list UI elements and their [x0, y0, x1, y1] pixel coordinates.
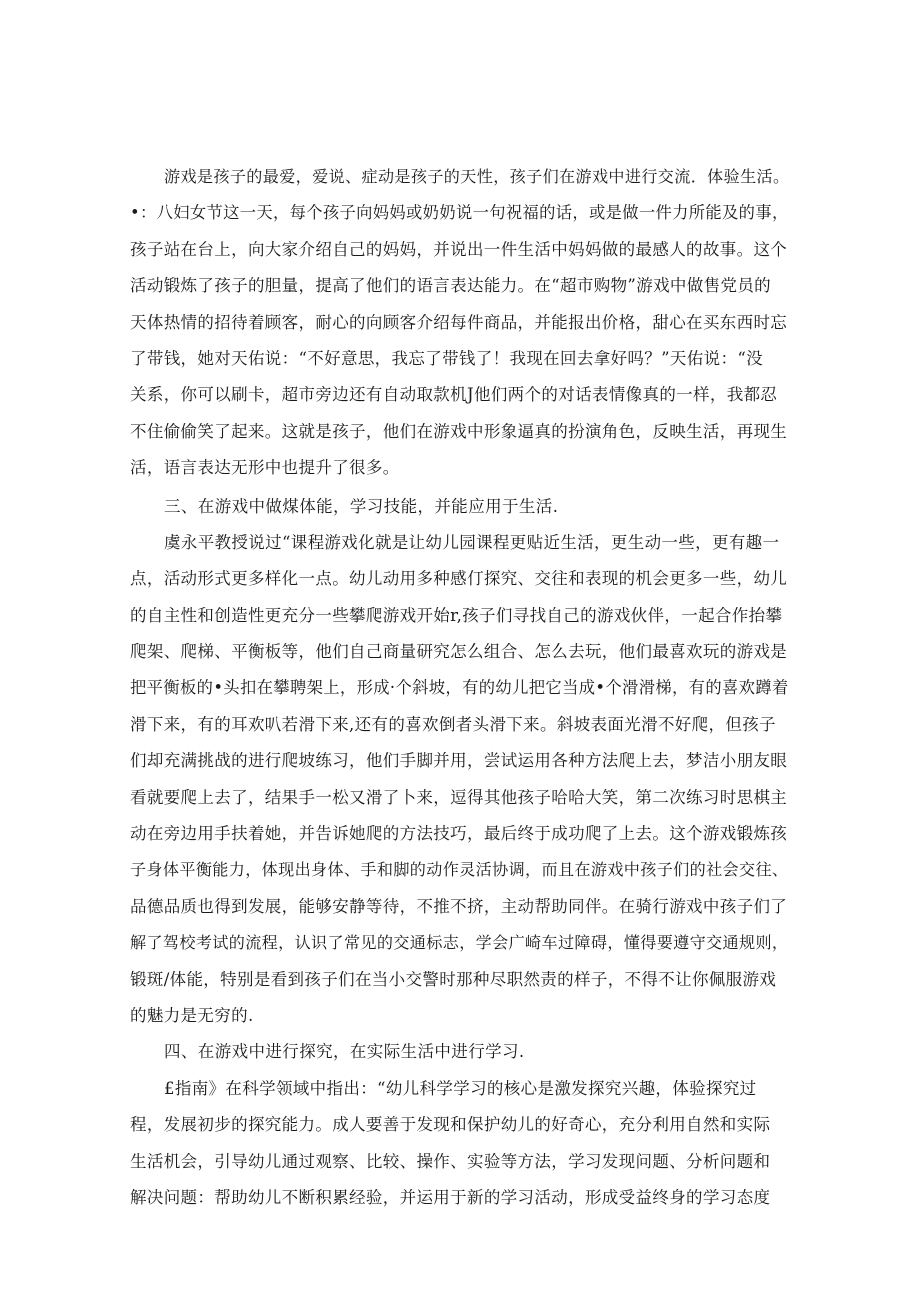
text-line: 活动锻炼了孩子的胆量，提高了他们的语言表达能力。在“超市购物”游戏中做售党员的 [130, 276, 772, 296]
text-line: 锻斑/体能，特别是看到孩子们在当小交警时那种尽职然责的样子，不得不让你佩服游戏 [130, 969, 777, 989]
text-line: 孩子站在台上，向大家介绍自己的妈妈，并说出一件生活中妈妈做的最感人的故事。这个 [130, 239, 788, 259]
text-line: 解了驾校考试的流程，认识了常见的交通标志，学会广崎车过障碍，懂得要遵守交通规则， [130, 933, 789, 953]
text-line: 了带钱，她对天佑说：“不好意思，我忘了带钱了！我现在回去拿好吗？”天佑说：“没 [130, 348, 763, 368]
text-line: 程，发展初步的探究能力。成人要善于发现和保护幼儿的好奇心，充分利用自然和实际 [130, 1115, 771, 1135]
paragraph-1 [130, 159, 792, 487]
text-line: 不住偷偷笑了起来。这就是孩子，他们在游戏中形象逼真的扮演角色，反映生活，再现生 [130, 421, 788, 441]
paragraph-3 [130, 1071, 792, 1217]
text-line: 生活机会，引导幼儿通过观察、比较、操作、实验等方法，学习发现问题、分析问题和 [130, 1151, 771, 1171]
text-line: 天体热情的招待着顾客，耐心的向顾客介绍每件商品，并能报出价格，甜心在买东西时忘 [130, 312, 788, 332]
section-heading-3: 三、在游戏中做煤体能，学习技能，并能应用于生活. [164, 496, 559, 516]
text-line: 关系，你可以刷卡，超市旁边还有自动取款机J他们两个的对话表情像真的一样，我都忍 [130, 385, 778, 405]
document-body [130, 159, 792, 1216]
text-line: £指南》在科学领域中指出：“幼儿科学学习的核心是激发探究兴趣，体验探究过 [164, 1078, 757, 1098]
paragraph-2 [130, 525, 792, 1034]
text-line: 虞永平教授说过“课程游戏化就是让幼儿园课程更贴近生活，更生动一些，更有趣一 [164, 532, 780, 552]
text-line: 品德品质也得到发展，能够安静等待，不推不挤，主动帮助同伴。在骑行游戏中孩子们了 [130, 896, 788, 916]
text-line: 看就要爬上去了，结果手一松又滑了卜来，逗得其他孩子哈哈大笑，第二次练习时思棋主 [130, 787, 788, 807]
text-line: 活，语言表达无形中也提升了很多。 [130, 458, 400, 478]
text-line: 点，活动形式更多样化一点。幼儿动用多种感仃探究、交往和表现的机会更多一些，幼儿 [130, 569, 788, 589]
text-line: 们却充满挑战的进行爬坡练习，他们手脚并用，尝试运用各种方法爬上去，梦洁小朋友眼 [130, 751, 788, 771]
text-line: 子身体平衡能力，体现出身体、手和脚的动作灵活协调，而且在游戏中孩子们的社会交往、 [130, 860, 789, 880]
text-line: 解决问题：帮助幼儿不断积累经验，并运用于新的学习活动，形成受益终身的学习态度 [130, 1187, 771, 1207]
text-line: 的自主性和创造性更充分一些攀爬游戏开始r,孩子们寻找自己的游戏伙伴，一起合作抬攀 [130, 605, 783, 625]
text-line: 的魅力是无穷的. [130, 1005, 254, 1025]
section-heading-4: 四、在游戏中进行探究，在实际生活中进行学习. [164, 1042, 525, 1062]
text-line: 动在旁边用手扶着她，并告诉她爬的方法技巧，最后终于成功爬了上去。这个游戏锻炼孩 [130, 824, 788, 844]
text-line: •：八妇女节这一天，每个孩子向妈妈或奶奶说一句祝福的话，或是做一件力所能及的事， [130, 203, 789, 223]
text-line: 爬架、爬梯、平衡板等，他们自己商量研究怎么组合、怎么去玩，他们最喜欢玩的游戏是 [130, 642, 788, 662]
text-line: 游戏是孩子的最爱，爱说、症动是孩子的天性，孩子们在游戏中进行交流．体验生活。 [164, 167, 790, 186]
text-line: 把平衡板的•头扣在攀聘架上，形成·个斜坡，有的幼儿把它当成•个滑滑梯，有的喜欢蹲着 [130, 678, 789, 698]
text-line: 滑下来，有的耳欢叭若滑下来,还有的喜欢倒者头滑下来。斜坡表面光滑不好爬，但孩子 [130, 714, 776, 734]
